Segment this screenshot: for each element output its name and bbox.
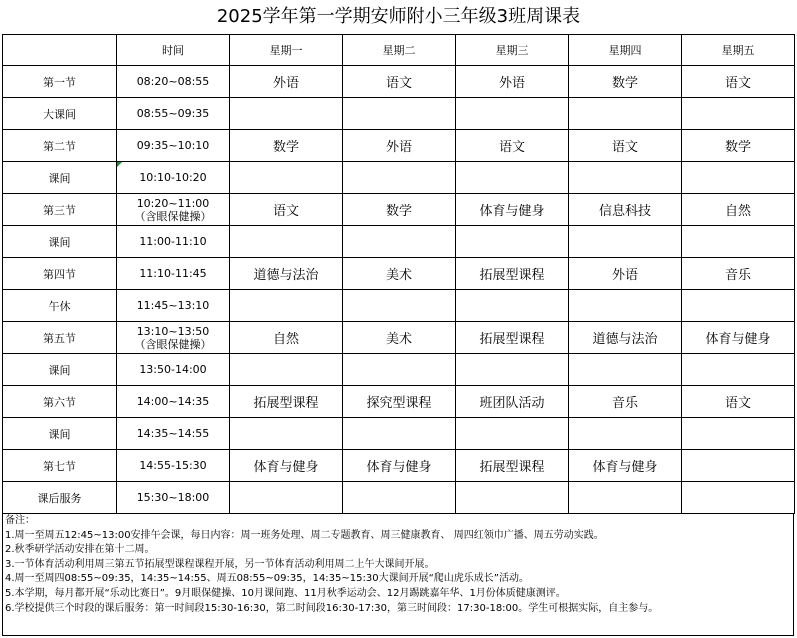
subject-cell: 数学 bbox=[569, 66, 682, 98]
time-cell: 14:55-15:30 bbox=[117, 450, 230, 482]
subject-cell: 外语 bbox=[456, 66, 569, 98]
table-row bbox=[3, 258, 795, 290]
table-row bbox=[3, 418, 795, 450]
subject-cell bbox=[343, 226, 456, 258]
subject-cell: 体育与健身 bbox=[456, 194, 569, 226]
table-row bbox=[3, 290, 795, 322]
time-cell: 15:30~18:00 bbox=[117, 482, 230, 514]
day-header-tuesday: 星期二 bbox=[343, 35, 456, 66]
subject-cell: 道德与法治 bbox=[569, 322, 682, 354]
subject-cell bbox=[456, 290, 569, 322]
subject-cell: 语文 bbox=[456, 130, 569, 162]
subject-cell bbox=[569, 290, 682, 322]
note-line: 4.周一至周四08:55~09:35，14:35~14:55、周五08:55~09:35，14:35~15:30大课间开展“爬山虎乐成长”活动。 bbox=[5, 573, 529, 585]
subject-cell bbox=[456, 98, 569, 130]
subject-cell bbox=[343, 98, 456, 130]
subject-cell bbox=[343, 482, 456, 514]
time-cell: 09:35~10:10 bbox=[117, 130, 230, 162]
table-row bbox=[3, 354, 795, 386]
time-header: 时间 bbox=[117, 35, 230, 66]
subject-cell bbox=[682, 98, 795, 130]
subject-cell bbox=[230, 482, 343, 514]
subject-cell bbox=[230, 418, 343, 450]
subject-cell: 音乐 bbox=[569, 386, 682, 418]
subject-cell bbox=[682, 418, 795, 450]
subject-cell: 语文 bbox=[230, 194, 343, 226]
day-header-thursday: 星期四 bbox=[569, 35, 682, 66]
time-text: 13:10~13:50 bbox=[136, 324, 210, 338]
subject-cell bbox=[230, 162, 343, 194]
timetable-title: 2025学年第一学期安师附小三年级3班周课表 bbox=[216, 6, 581, 27]
table-row bbox=[3, 386, 795, 418]
subject-cell: 体育与健身 bbox=[569, 450, 682, 482]
note-line: 5.本学期，每月都开展“乐动比赛日”。9月眼保健操、10月课间跑、11月秋季运动会、12月踢跳嘉年华、1月份体质健康测评。 bbox=[5, 587, 566, 599]
subject-cell: 语文 bbox=[682, 66, 795, 98]
day-header-wednesday: 星期三 bbox=[456, 35, 569, 66]
subject-cell: 数学 bbox=[343, 194, 456, 226]
subject-cell bbox=[343, 354, 456, 386]
time-cell: 08:20~08:55 bbox=[117, 66, 230, 98]
subject-cell: 自然 bbox=[682, 194, 795, 226]
subject-cell bbox=[569, 162, 682, 194]
period-cell: 课间 bbox=[3, 226, 117, 258]
subject-cell bbox=[569, 418, 682, 450]
table-row bbox=[3, 482, 795, 514]
period-cell: 课间 bbox=[3, 418, 117, 450]
subject-cell: 美术 bbox=[343, 322, 456, 354]
period-cell: 第七节 bbox=[3, 450, 117, 482]
table-row bbox=[3, 194, 795, 226]
subject-cell bbox=[569, 98, 682, 130]
subject-cell: 外语 bbox=[569, 258, 682, 290]
subject-cell: 语文 bbox=[569, 130, 682, 162]
subject-cell bbox=[456, 354, 569, 386]
subject-cell: 体育与健身 bbox=[682, 322, 795, 354]
period-cell: 课间 bbox=[3, 354, 117, 386]
period-cell: 大课间 bbox=[3, 98, 117, 130]
subject-cell bbox=[456, 226, 569, 258]
note-line: 1.周一至周五12:45~13:00安排午会课，每日内容：周一班务处理、周二专题教育、周三健康教育、 周四红领巾广播、周五劳动实践。 bbox=[5, 529, 604, 541]
subject-cell bbox=[343, 162, 456, 194]
subject-cell: 外语 bbox=[230, 66, 343, 98]
table-row bbox=[3, 162, 795, 194]
period-cell: 课间 bbox=[3, 162, 117, 194]
comment-marker bbox=[117, 162, 122, 167]
subject-cell bbox=[343, 290, 456, 322]
time-text: 10:20~11:00 bbox=[136, 196, 210, 210]
note-line: 3.一节体育活动利用周三第五节拓展型课程课程开展，另一节体育活动利用周二上午大课间开展。 bbox=[5, 558, 435, 570]
period-cell: 课后服务 bbox=[3, 482, 117, 514]
period-cell: 第二节 bbox=[3, 130, 117, 162]
subject-cell: 美术 bbox=[343, 258, 456, 290]
subject-cell: 音乐 bbox=[682, 258, 795, 290]
header-row bbox=[3, 35, 795, 66]
period-cell: 第六节 bbox=[3, 386, 117, 418]
table-row bbox=[3, 322, 795, 354]
time-cell bbox=[117, 322, 230, 354]
subject-cell bbox=[682, 482, 795, 514]
subject-cell bbox=[569, 482, 682, 514]
time-cell: 11:10-11:45 bbox=[117, 258, 230, 290]
subject-cell bbox=[456, 162, 569, 194]
table-row bbox=[3, 66, 795, 98]
subject-cell: 外语 bbox=[343, 130, 456, 162]
subject-cell: 拓展型课程 bbox=[456, 450, 569, 482]
subject-cell: 拓展型课程 bbox=[456, 258, 569, 290]
time-cell bbox=[117, 162, 230, 194]
time-note: （含眼保健操） bbox=[134, 209, 212, 223]
subject-cell: 拓展型课程 bbox=[230, 386, 343, 418]
corner-cell bbox=[3, 35, 117, 66]
subject-cell: 体育与健身 bbox=[343, 450, 456, 482]
time-cell: 11:45~13:10 bbox=[117, 290, 230, 322]
table-row bbox=[3, 130, 795, 162]
subject-cell bbox=[682, 162, 795, 194]
subject-cell: 数学 bbox=[682, 130, 795, 162]
notes-label: 备注： bbox=[5, 515, 35, 526]
time-cell: 08:55~09:35 bbox=[117, 98, 230, 130]
table-row bbox=[3, 450, 795, 482]
subject-cell bbox=[456, 418, 569, 450]
subject-cell bbox=[456, 482, 569, 514]
time-cell: 13:50-14:00 bbox=[117, 354, 230, 386]
time-cell: 14:35~14:55 bbox=[117, 418, 230, 450]
time-cell bbox=[117, 194, 230, 226]
table-row bbox=[3, 226, 795, 258]
time-note: （含眼保健操） bbox=[134, 337, 212, 351]
subject-cell bbox=[682, 290, 795, 322]
subject-cell: 道德与法治 bbox=[230, 258, 343, 290]
subject-cell bbox=[230, 226, 343, 258]
subject-cell: 信息科技 bbox=[569, 194, 682, 226]
subject-cell: 数学 bbox=[230, 130, 343, 162]
subject-cell bbox=[682, 354, 795, 386]
day-header-monday: 星期一 bbox=[230, 35, 343, 66]
subject-cell bbox=[682, 226, 795, 258]
day-header-friday: 星期五 bbox=[682, 35, 795, 66]
subject-cell: 体育与健身 bbox=[230, 450, 343, 482]
subject-cell: 探究型课程 bbox=[343, 386, 456, 418]
subject-cell: 班团队活动 bbox=[456, 386, 569, 418]
notes-section bbox=[2, 514, 794, 636]
timetable bbox=[2, 34, 795, 514]
period-cell: 第三节 bbox=[3, 194, 117, 226]
time-cell: 14:00~14:35 bbox=[117, 386, 230, 418]
subject-cell: 语文 bbox=[343, 66, 456, 98]
subject-cell bbox=[343, 418, 456, 450]
subject-cell bbox=[230, 354, 343, 386]
period-cell: 第四节 bbox=[3, 258, 117, 290]
time-cell: 11:00-11:10 bbox=[117, 226, 230, 258]
subject-cell bbox=[230, 98, 343, 130]
time-text: 10:10-10:20 bbox=[139, 171, 207, 184]
table-row bbox=[3, 98, 795, 130]
period-cell: 第一节 bbox=[3, 66, 117, 98]
note-line: 2.秋季研学活动安排在第十二周。 bbox=[5, 544, 155, 556]
period-cell: 午休 bbox=[3, 290, 117, 322]
note-line: 6.学校提供三个时段的课后服务：第一时间段15:30-16:30，第二时间段16:30-17:30，第三时间段：17:30-18:00。学生可根据实际，自主参与。 bbox=[5, 602, 659, 614]
subject-cell: 语文 bbox=[682, 386, 795, 418]
subject-cell: 自然 bbox=[230, 322, 343, 354]
period-cell: 第五节 bbox=[3, 322, 117, 354]
subject-cell: 拓展型课程 bbox=[456, 322, 569, 354]
subject-cell bbox=[230, 290, 343, 322]
subject-cell bbox=[569, 226, 682, 258]
subject-cell bbox=[682, 450, 795, 482]
subject-cell bbox=[569, 354, 682, 386]
